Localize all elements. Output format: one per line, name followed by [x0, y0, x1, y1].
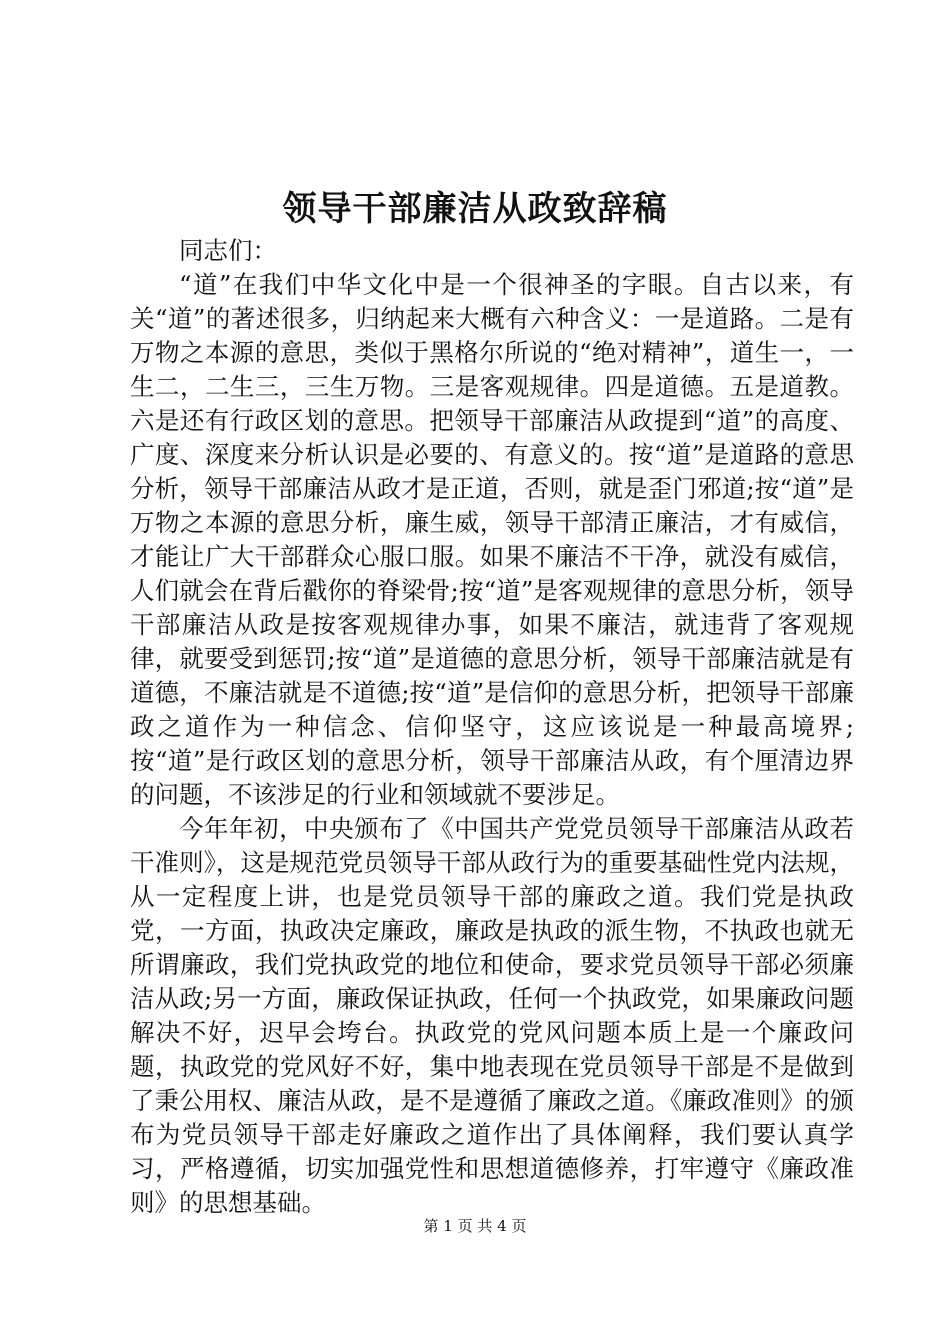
paragraph: 今年年初，中央颁布了《中国共产党党员领导干部廉洁从政若干准则》，这是规范党员领导干部从政行为的重要基础性党内法规，从一定程度上讲，也是党员领导干部的廉政之道。我们党是执政党，一方面，执政决定廉政，廉政是执政的派生物，不执政也就无所谓廉政，我们党执政党的地位和使命，要求党员领导干部必须廉洁从政;另一方面，廉政保证执政，任何一个执政党，如果廉政问题解决不好，迟早会垮台。执政党的党风问题本质上是一个廉政问题，执政党的党风好不好，集中地表现在党员领导干部是不是做到了秉公用权、廉洁从政，是不是遵循了廉政之道。《廉政准则》的颁布为党员领导干部走好廉政之道作出了具体阐释，我们要认真学习，严格遵循，切实加强党性和思想道德修养，打牢遵守《廉政准则》的思想基础。 — [130, 814, 854, 1217]
greeting: 同志们： — [179, 236, 277, 265]
document-title: 领导干部廉洁从政致辞稿 — [282, 189, 668, 229]
document-body — [130, 234, 854, 1220]
paragraph: “道”在我们中华文化中是一个很神圣的字眼。自古以来，有关“道”的著述很多，归纳起来大概有六种含义：一是道路。二是有万物之本源的意思，类似于黑格尔所说的“绝对精神”，道生一，一生二，二生三，三生万物。三是客观规律。四是道德。五是道教。六是还有行政区划的意思。把领导干部廉洁从政提到“道”的高度、广度、深度来分析认识是必要的、有意义的。按“道”是道路的意思分析，领导干部廉洁从政才是正道，否则，就是歪门邪道;按“道”是万物之本源的意思分析，廉生威，领导干部清正廉洁，才有威信，才能让广大干部群众心服口服。如果不廉洁不干净，就没有威信，人们就会在背后戳你的脊梁骨;按“道”是客观规律的意思分析，领导干部廉洁从政是按客观规律办事，如果不廉洁，就违背了客观规律，就要受到惩罚;按“道”是道德的意思分析，领导干部廉洁就是有道德，不廉洁就是不道德;按“道”是信仰的意思分析，把领导干部廉政之道作为一种信念、信仰坚守，这应该说是一种最高境界;按“道”是行政区划的意思分析，领导干部廉洁从政，有个厘清边界的问题，不该涉足的行业和领域就不要涉足。 — [130, 270, 854, 809]
page-number: 第 1 页 共 4 页 — [423, 1217, 527, 1235]
